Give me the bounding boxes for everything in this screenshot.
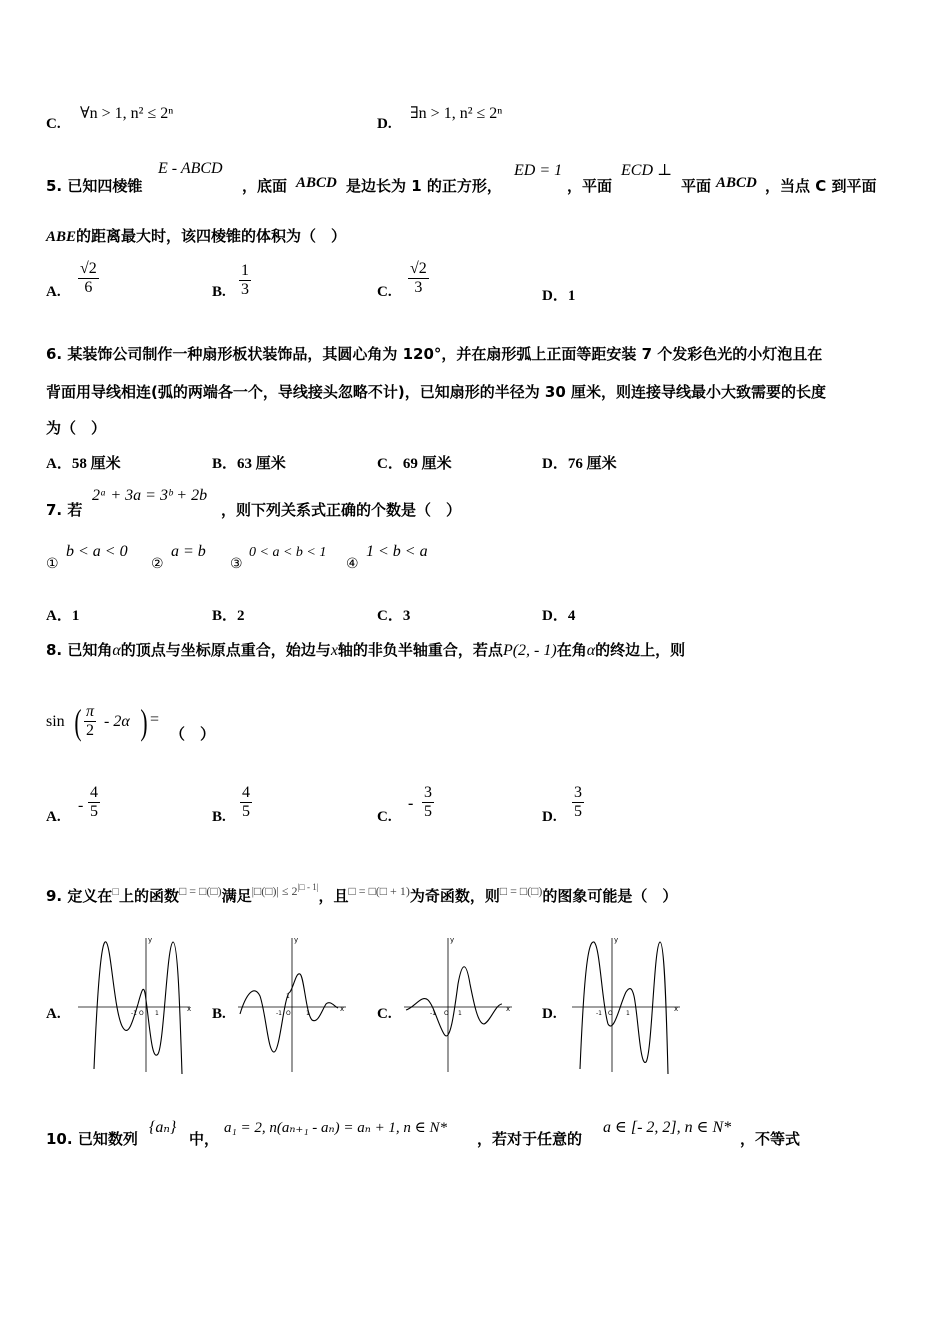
q4-option-d-label: D.: [377, 116, 392, 132]
question-6-line-2: 背面用导线相连(弧的两端各一个，导线接头忽略不计)，已知扇形的半径为 30 厘米，则连接导线最小大致需要的长度: [46, 383, 827, 401]
svg-text:-1: -1: [596, 1010, 602, 1017]
q10-text-4: ，不等式: [740, 1130, 801, 1148]
q8-option-a-label: A.: [46, 809, 61, 825]
q9-option-c-label: C.: [377, 1006, 392, 1022]
q9-graph-a[interactable]: [78, 934, 196, 1074]
q8-option-a-value: $\frac{4}{5}$: [90, 784, 98, 820]
svg-text:-1: -1: [430, 1010, 436, 1017]
q5-option-b-value: $\frac{1}{3}$: [241, 262, 249, 298]
question-6-line-3: 为（ ）: [46, 419, 107, 437]
q5-pyramid-expr: E - ABCD: [158, 160, 223, 177]
q5-plane-expr: ECD ⊥: [621, 162, 673, 179]
q10-text-3: ，若对于任意的: [477, 1130, 583, 1148]
q5-option-a-label: A.: [46, 284, 61, 300]
q7-item-3-mark: ③: [230, 556, 243, 572]
q5-option-a-value: $\frac{√2}{6}$: [80, 260, 97, 296]
q5-text-6: ，当点 C 到平面: [765, 177, 877, 195]
q7-item-1-mark: ①: [46, 556, 59, 572]
q8-option-c-value: $\frac{3}{5}$: [424, 784, 432, 820]
y-axis-label: y: [450, 936, 455, 944]
q8-option-b-value: $\frac{4}{5}$: [242, 784, 250, 820]
q8-option-a-sign: -: [78, 797, 84, 814]
svg-text:1: 1: [626, 1010, 630, 1017]
q6-option-d: D．76 厘米: [542, 456, 617, 472]
q10-sequence: {aₙ}: [149, 1119, 177, 1136]
tick-origin: O: [139, 1010, 144, 1017]
q5-base-2: ABCD: [716, 175, 757, 191]
q9-graph-c[interactable]: [400, 934, 518, 1074]
question-5-line-2: ABE的距离最大时，该四棱锥的体积为（ ）: [46, 227, 347, 245]
x-axis-label: x: [674, 1005, 679, 1013]
q7-equation: 2ᵃ + 3a = 3ᵇ + 2b: [92, 487, 208, 504]
q7-item-2-mark: ②: [151, 556, 164, 572]
q6-option-a: A．58 厘米: [46, 456, 121, 472]
q10-condition: a₁ = 2, n(aₙ₊₁ - aₙ) = aₙ + 1, n ∈ N*: [224, 1120, 448, 1136]
q5-base: ABCD: [296, 175, 337, 191]
graph-a-curve: [94, 942, 182, 1074]
q7-option-d: D．4: [542, 608, 576, 624]
q7-option-a: A．1: [46, 608, 80, 624]
graph-d-curve: [580, 942, 668, 1074]
q7-item-1: b < a < 0: [66, 543, 128, 560]
q7-item-3: 0 < a < b < 1: [249, 545, 327, 560]
y-axis-label: y: [148, 936, 153, 944]
q5-option-c-label: C.: [377, 284, 392, 300]
tick-neg-one: -1: [131, 1010, 137, 1017]
y-axis-label: y: [614, 936, 619, 944]
q5-ed-expr: ED = 1: [514, 162, 563, 179]
svg-text:O: O: [286, 1010, 291, 1017]
q7-item-2: a = b: [171, 543, 206, 560]
q5-option-c-value: $\frac{√2}{3}$: [410, 260, 427, 296]
x-axis-label: x: [187, 1005, 192, 1013]
q5-text-3: 是边长为 1 的正方形，: [346, 177, 502, 195]
q10-text-2: 中，: [189, 1130, 220, 1148]
q8-option-d-value: $\frac{3}{5}$: [574, 784, 582, 820]
q8-option-c-label: C.: [377, 809, 392, 825]
q6-option-c: C．69 厘米: [377, 456, 452, 472]
q9-option-d-label: D.: [542, 1006, 557, 1022]
q5-text-4: ，平面: [567, 177, 613, 195]
svg-text:1: 1: [286, 993, 290, 1000]
q7-item-4: 1 < b < a: [366, 543, 428, 560]
q9-graph-b[interactable]: [234, 934, 352, 1074]
svg-text:1: 1: [458, 1010, 462, 1017]
x-axis-label: x: [340, 1005, 345, 1013]
q5-text-2: ，底面: [242, 177, 288, 195]
q7-option-c: C．3: [377, 608, 411, 624]
q4-option-c-expr: ∀n > 1, n² ≤ 2ⁿ: [80, 105, 174, 122]
question-6-line-1: 6. 某装饰公司制作一种扇形板状装饰品，其圆心角为 120°，并在扇形弧上正面等距安装 7 个发彩色光的小灯泡且在: [46, 345, 823, 363]
q4-option-d-expr: ∃n > 1, n² ≤ 2ⁿ: [410, 105, 503, 122]
q7-text-2: ，则下列关系式正确的个数是（ ）: [221, 501, 462, 519]
q8-option-c-sign: -: [408, 795, 414, 812]
q9-graph-d[interactable]: [568, 934, 686, 1074]
svg-text:1: 1: [306, 1010, 310, 1017]
q7-option-b: B．2: [212, 608, 245, 624]
svg-text:O: O: [608, 1010, 613, 1017]
y-axis-label: y: [294, 936, 299, 944]
q5-option-d: D．1: [542, 288, 576, 304]
q5-text-5: 平面: [681, 177, 712, 195]
question-9-line-1: 9. 定义在□上的函数□ = □(□)满足$^{|□(□)| \le 2^{|□ - 1|}}$，且$^{□ = □(□ + 1)}$为奇函数，则□ = □(□)的图象可能是（ ）: [46, 882, 678, 905]
tick-one: 1: [155, 1010, 159, 1017]
graph-c-curve: [406, 967, 502, 1036]
q8-option-d-label: D.: [542, 809, 557, 825]
q9-option-a-label: A.: [46, 1006, 61, 1022]
q8-option-b-label: B.: [212, 809, 226, 825]
q9-option-b-label: B.: [212, 1006, 226, 1022]
q6-option-b: B．63 厘米: [212, 456, 286, 472]
q4-option-c-label: C.: [46, 116, 61, 132]
question-10-line-1: 10. 已知数列: [46, 1130, 138, 1148]
question-8-line-1: 8. 已知角α的顶点与坐标原点重合，始边与x轴的非负半轴重合，若点P(2, - 1)在角α的终边上，则: [46, 641, 686, 659]
q5-option-b-label: B.: [212, 284, 226, 300]
svg-text:O: O: [444, 1010, 449, 1017]
q10-condition-2: a ∈ [- 2, 2], n ∈ N*: [603, 1119, 732, 1136]
question-5-line-1: 5. 已知四棱锥: [46, 177, 143, 195]
question-7-line-1: 7. 若: [46, 501, 83, 519]
x-axis-label: x: [506, 1005, 511, 1013]
svg-text:-1: -1: [276, 1010, 282, 1017]
q7-item-4-mark: ④: [346, 556, 359, 572]
